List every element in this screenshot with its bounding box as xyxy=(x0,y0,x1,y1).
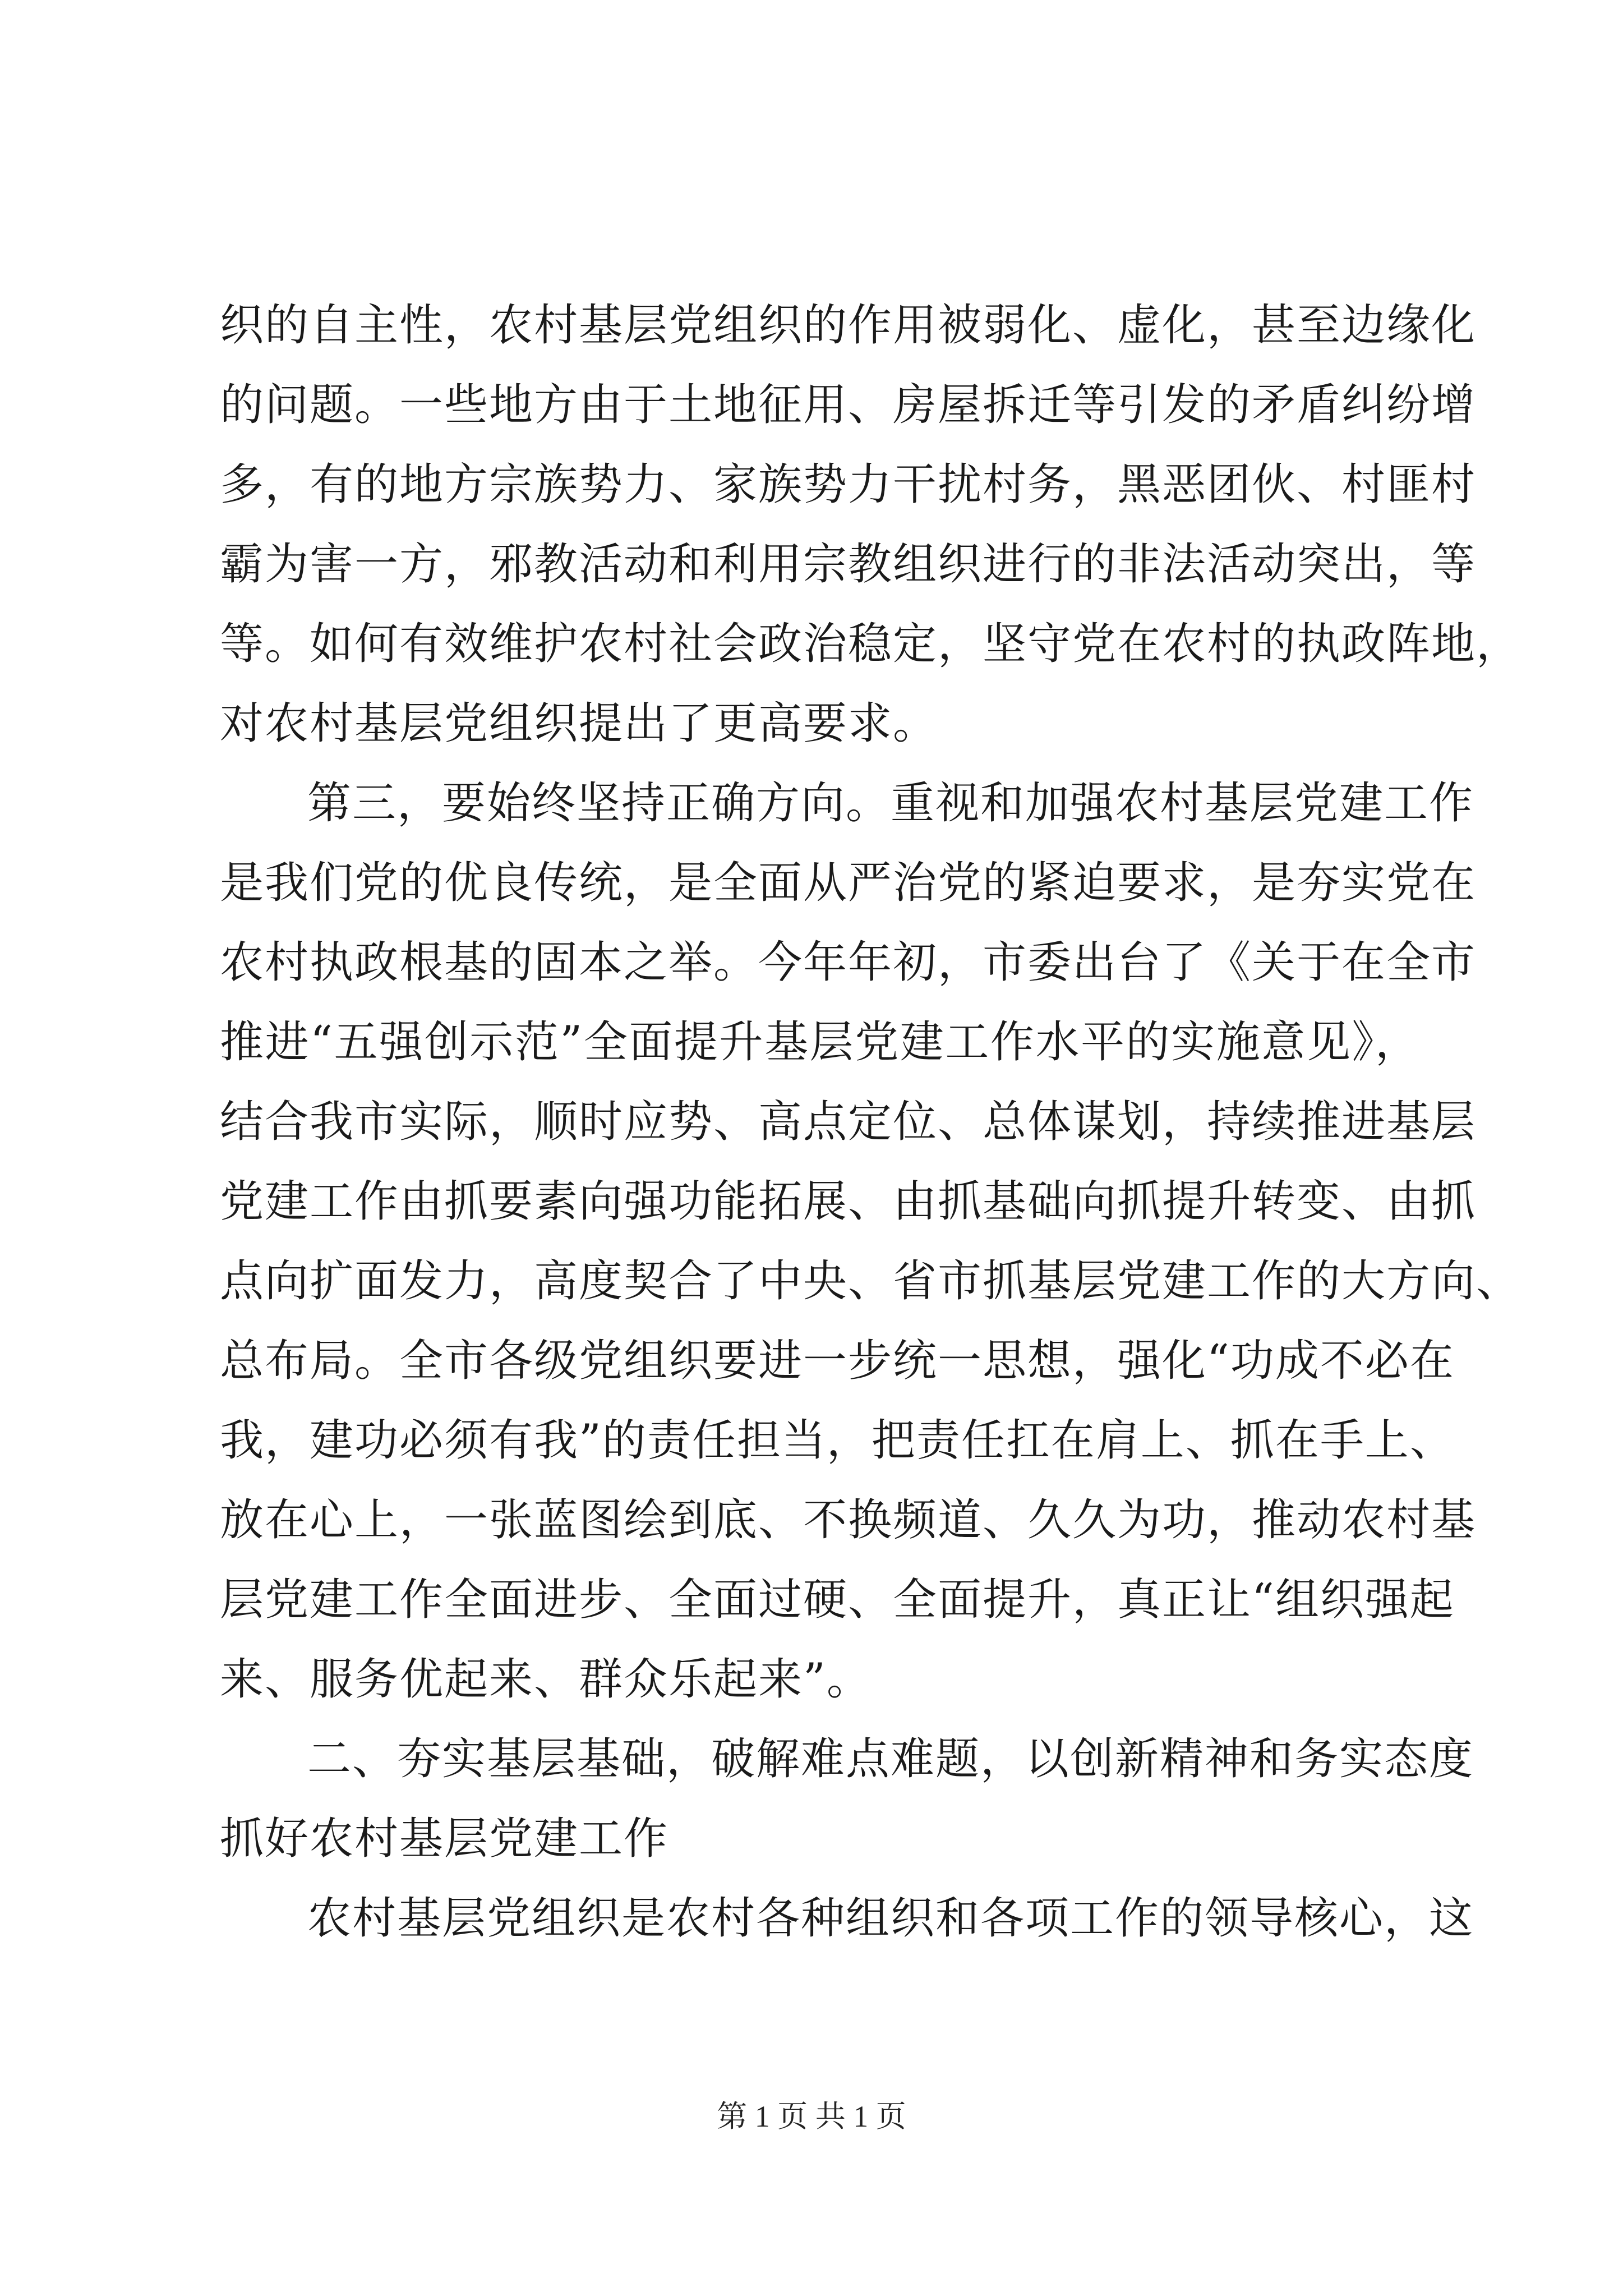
text-line-4: 霸为害一方，邪教活动和利用宗教组织进行的非法活动突出，等 xyxy=(220,539,1477,590)
section-heading-line-1: 二、夯实基层基础，破解难点难题，以创新精神和务实态度 xyxy=(307,1734,1474,1784)
text-line-11: 结合我市实际，顺时应势、高点定位、总体谋划，持续推进基层 xyxy=(220,1097,1477,1147)
text-line-6: 对农村基层党组织提出了更高要求。 xyxy=(220,698,938,749)
text-line-3: 多，有的地方宗族势力、家族势力干扰村务，黑恶团伙、村匪村 xyxy=(220,459,1477,510)
text-line-15: 我，建功必须有我”的责任担当，把责任扛在肩上、抓在手上、 xyxy=(220,1415,1455,1466)
text-line-21: 农村基层党组织是农村各种组织和各项工作的领导核心，这 xyxy=(307,1893,1474,1944)
section-heading-line-2: 抓好农村基层党建工作 xyxy=(220,1814,669,1864)
text-line-12: 党建工作由抓要素向强功能拓展、由抓基础向抓提升转变、由抓 xyxy=(220,1176,1477,1227)
text-line-2: 的问题。一些地方由于土地征用、房屋拆迁等引发的矛盾纠纷增 xyxy=(220,380,1477,430)
text-line-16: 放在心上，一张蓝图绘到底、不换频道、久久为功，推动农村基 xyxy=(220,1495,1477,1545)
text-line-9: 农村执政根基的固本之举。今年年初，市委出台了《关于在全市 xyxy=(220,937,1477,988)
text-line-5: 等。如何有效维护农村社会政治稳定，坚守党在农村的执政阵地， xyxy=(220,619,1521,669)
text-line-7: 第三，要始终坚持正确方向。重视和加强农村基层党建工作 xyxy=(307,778,1474,829)
text-line-14: 总布局。全市各级党组织要进一步统一思想，强化“功成不必在 xyxy=(220,1336,1455,1386)
text-line-17: 层党建工作全面进步、全面过硬、全面提升，真正让“组织强起 xyxy=(220,1575,1455,1625)
text-line-8: 是我们党的优良传统，是全面从严治党的紧迫要求，是夯实党在 xyxy=(220,858,1477,908)
text-line-13: 点向扩面发力，高度契合了中央、省市抓基层党建工作的大方向、 xyxy=(220,1256,1521,1306)
text-line-18: 来、服务优起来、群众乐起来”。 xyxy=(220,1654,872,1705)
text-line-10: 推进“五强创示范”全面提升基层党建工作水平的实施意见》， xyxy=(220,1017,1420,1068)
page-footer: 第 1 页 共 1 页 xyxy=(717,2100,906,2133)
text-line-1: 织的自主性，农村基层党组织的作用被弱化、虚化，甚至边缘化 xyxy=(220,300,1477,351)
